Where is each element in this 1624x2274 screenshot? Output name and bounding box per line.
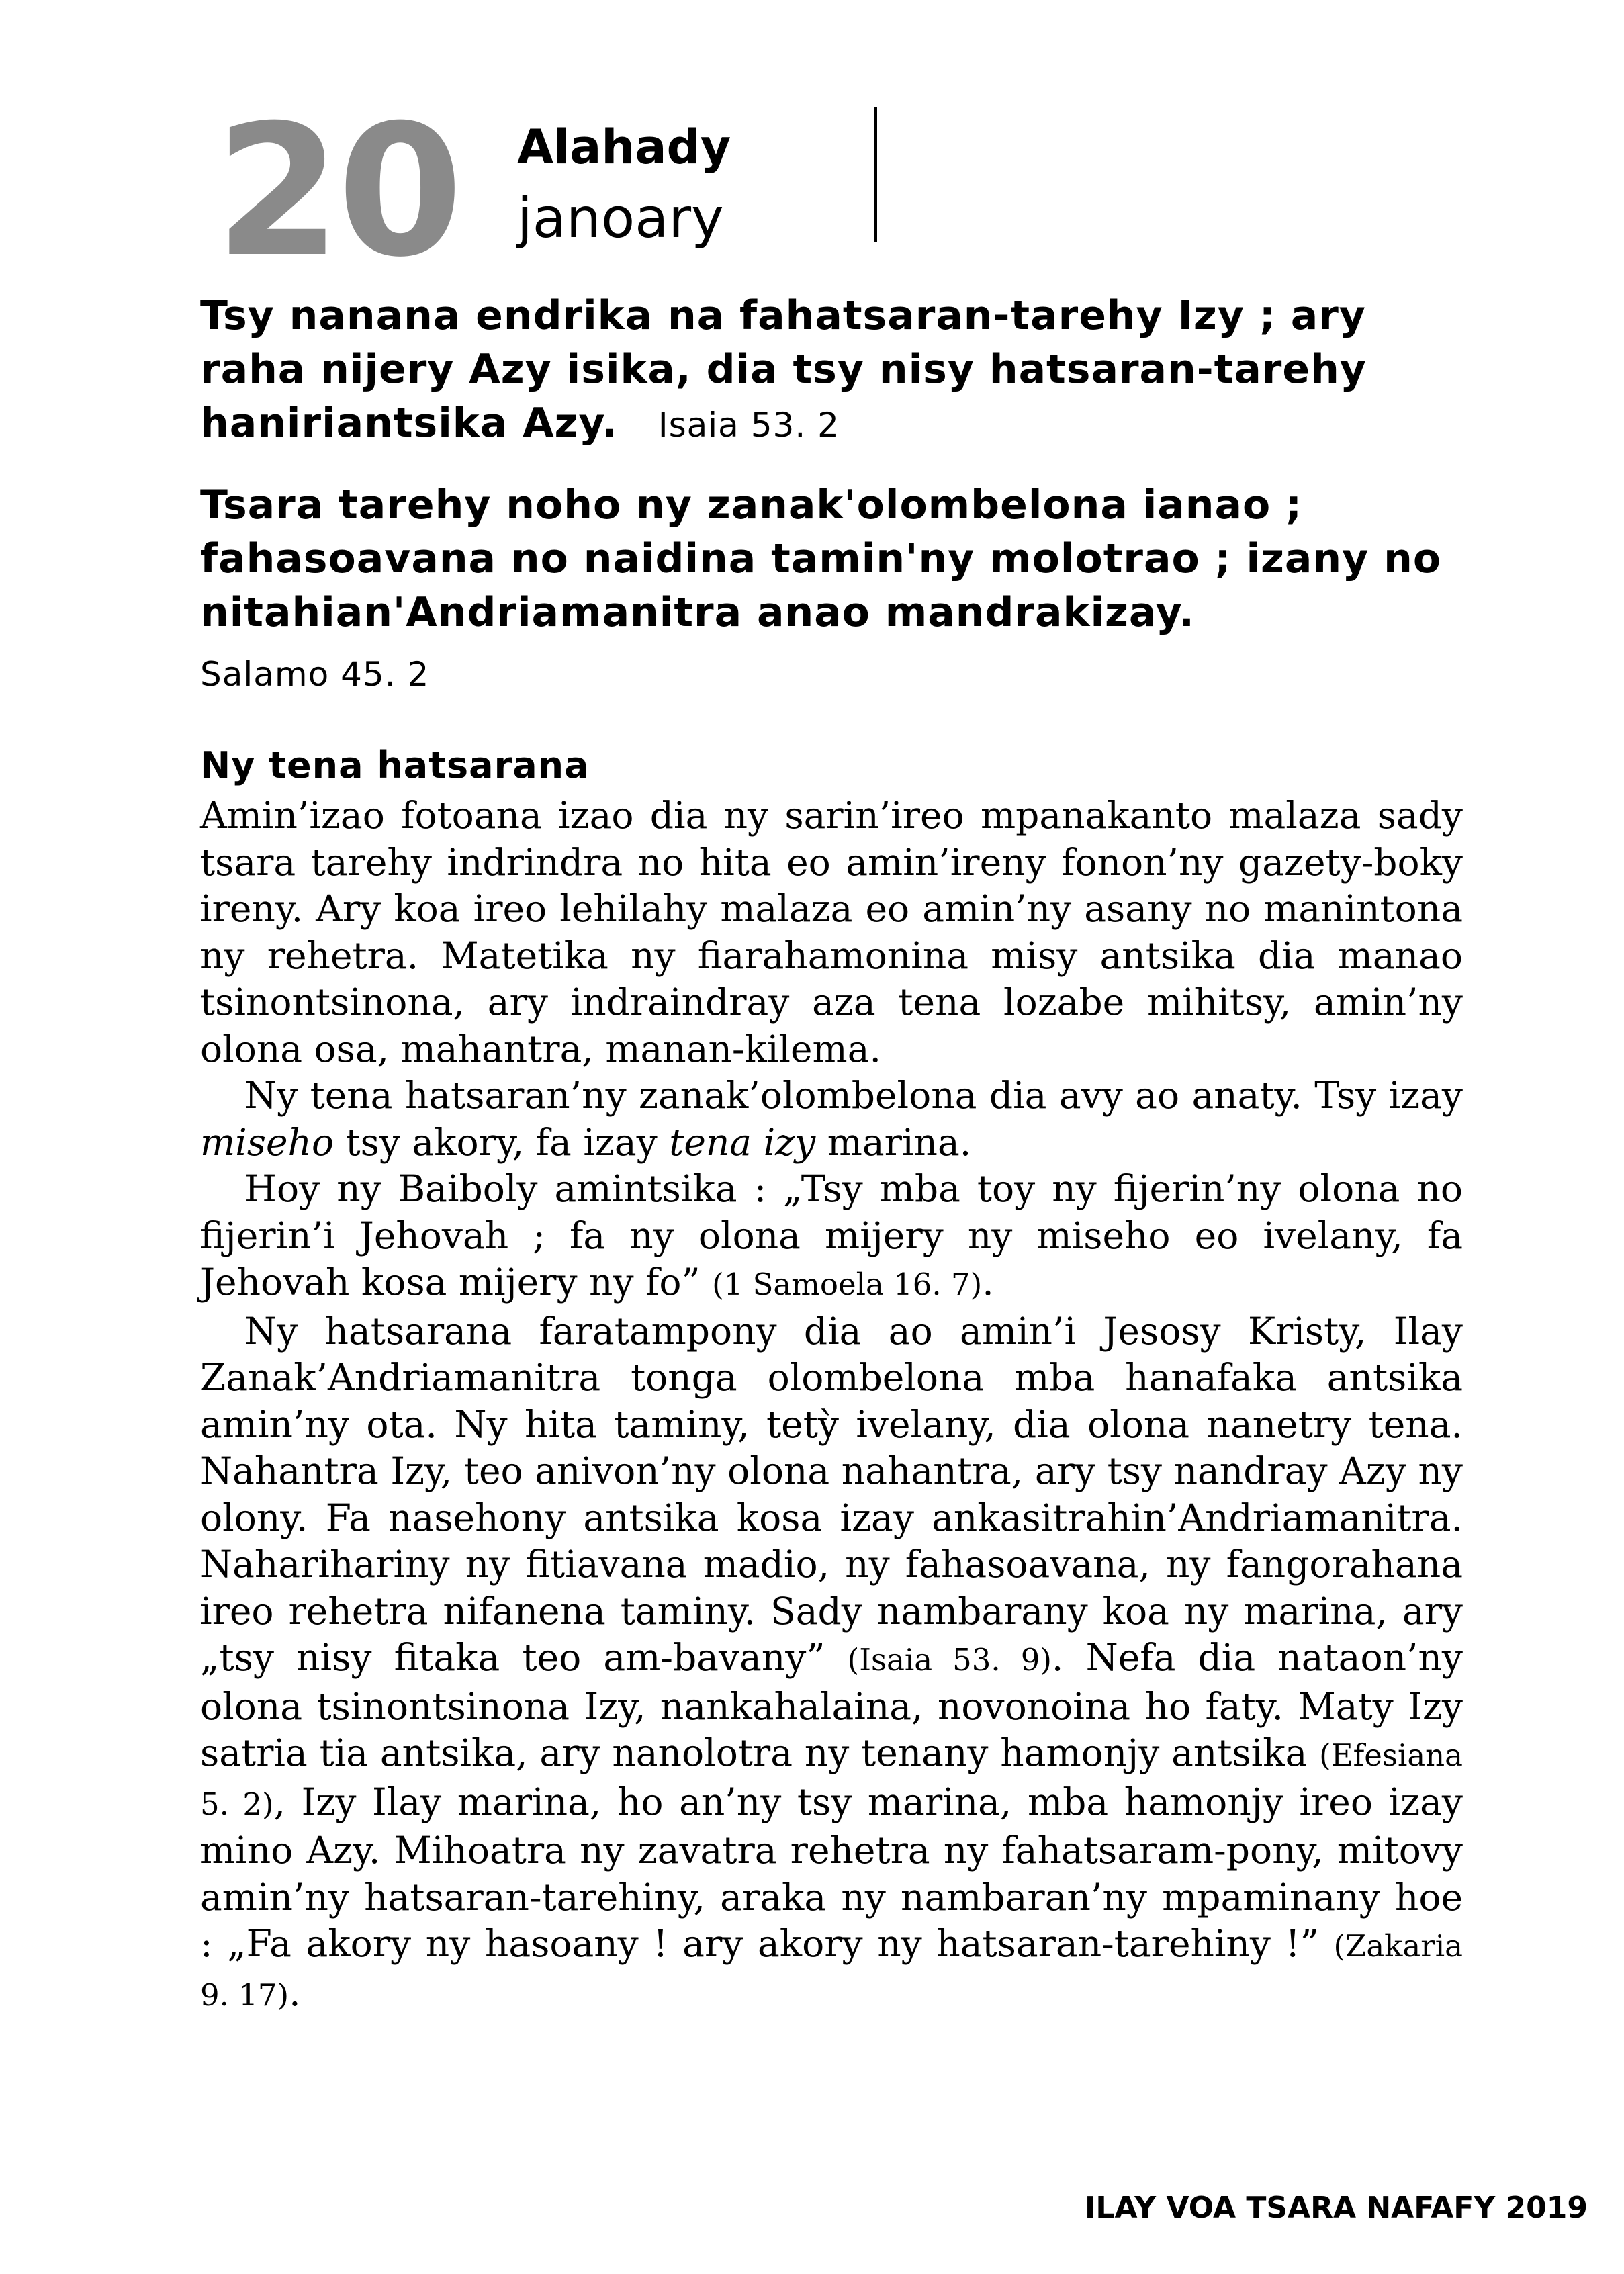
text-run: Ny hatsarana faratampony dia ao amin’i Jesosy Kristy, Ilay Zanak’Andriamanitra tonga olombelona mba hanafaka antsika amin’ny ota. Ny hita taminy, tetỳ ivelany, dia olona nanetry tena. Nahantra Izy, teo anivon’ny olona nahantra, ary tsy nandray Azy ny olony. Fa nasehony antsika kosa izay ankasitrahin’Andriamanitra. Naharihariny ny fitiavana madio, ny fahasoavana, ny fangorahana ireo rehetra nifanena taminy. Sady nambarany koa ny marina, ary „tsy nisy fitaka teo am-bavany” (200, 1309, 1463, 1679)
paragraph-2 (200, 1073, 1463, 1166)
scripture-reference: (Zakaria 9. 17) (200, 1928, 1463, 2013)
header-divider (874, 107, 877, 242)
text-run: Hoy ny Baiboly amintsika : „Tsy mba toy ny fijerin’ny olona no fijerin’i Jehovah ; fa ny olona mijery ny miseho eo ivelany, fa Jehovah kosa mijery ny fo” (200, 1167, 1463, 1304)
day-number: 20 (215, 85, 459, 297)
month: janoary (517, 187, 724, 251)
paragraph-1: Amin’izao fotoana izao dia ny sarin’ireo mpanakanto malaza sady tsara tarehy indrindra no hita eo amin’ireny fonon’ny gazety-boky ireny. Ary koa ireo lehilahy malaza eo amin’ny asany no manintona ny rehetra. Matetika ny fiarahamonina misy antsika dia manao tsinontsinona, ary indraindray aza tena lozabe mihitsy, amin’ny olona osa, mahantra, manan-kilema. (200, 794, 1463, 1071)
text-run: Ny tena hatsaran’ny zanak’olombelona dia avy ao anaty. Tsy izay (244, 1074, 1463, 1117)
text-run: , Izy Ilay marina, ho an’ny tsy marina, mba hamonjy ireo izay mino Azy. Mihoatra ny zavatra rehetra ny fahatsaram-pony, mitovy amin’ny hatsaran-tarehiny, araka ny nambaran’ny mpaminany hoe : „Fa akory ny hasoany ! ary akory ny hatsaran-tarehiny !” (200, 1780, 1463, 1965)
emphasis: miseho (200, 1120, 334, 1164)
scripture-reference: (Efesiana 5. 2) (200, 1737, 1463, 1822)
paragraph-4 (200, 1308, 1463, 2019)
text-run: tsy akory, fa izay (334, 1120, 670, 1164)
date-header (195, 85, 900, 297)
verse-2 (200, 478, 1476, 639)
emphasis: tena izy (669, 1120, 816, 1164)
weekday: Alahady (517, 120, 731, 175)
text-run: . Nefa dia nataon’ny olona tsinontsinona Izy, nankahalaina, novonoina ho faty. Maty Izy satria tia antsika, ary nanolotra ny tenany hamonjy antsika (200, 1636, 1463, 1774)
text-run: marina. (815, 1120, 972, 1164)
verse-2-text: Tsara tarehy noho ny zanak'olombelona ianao ; fahasoavana no naidina tamin'ny molotrao ; izany no nitahian'Andriamanitra anao mandrakizay. (200, 482, 1442, 636)
text-run: . (982, 1261, 994, 1304)
scripture-reference: (Isaia 53. 9) (847, 1642, 1052, 1678)
paragraph-3 (200, 1166, 1463, 1308)
scripture-reference: (1 Samoela 16. 7) (712, 1267, 983, 1302)
verse-1-text: Tsy nanana endrika na fahatsaran-tarehy Izy ; ary raha nijery Azy isika, dia tsy nisy hatsaran-tarehy haniriantsika Azy. (200, 292, 1367, 447)
verse-2-reference: Salamo 45. 2 (200, 655, 430, 694)
text-run: . (289, 1970, 301, 2014)
verse-1 (200, 289, 1476, 452)
footer-title: ILAY VOA TSARA NAFAFY 2019 (1085, 2191, 1588, 2225)
meditation-body (200, 792, 1463, 2018)
verse-1-reference: Isaia 53. 2 (658, 406, 840, 445)
meditation-title: Ny tena hatsarana (200, 744, 590, 786)
